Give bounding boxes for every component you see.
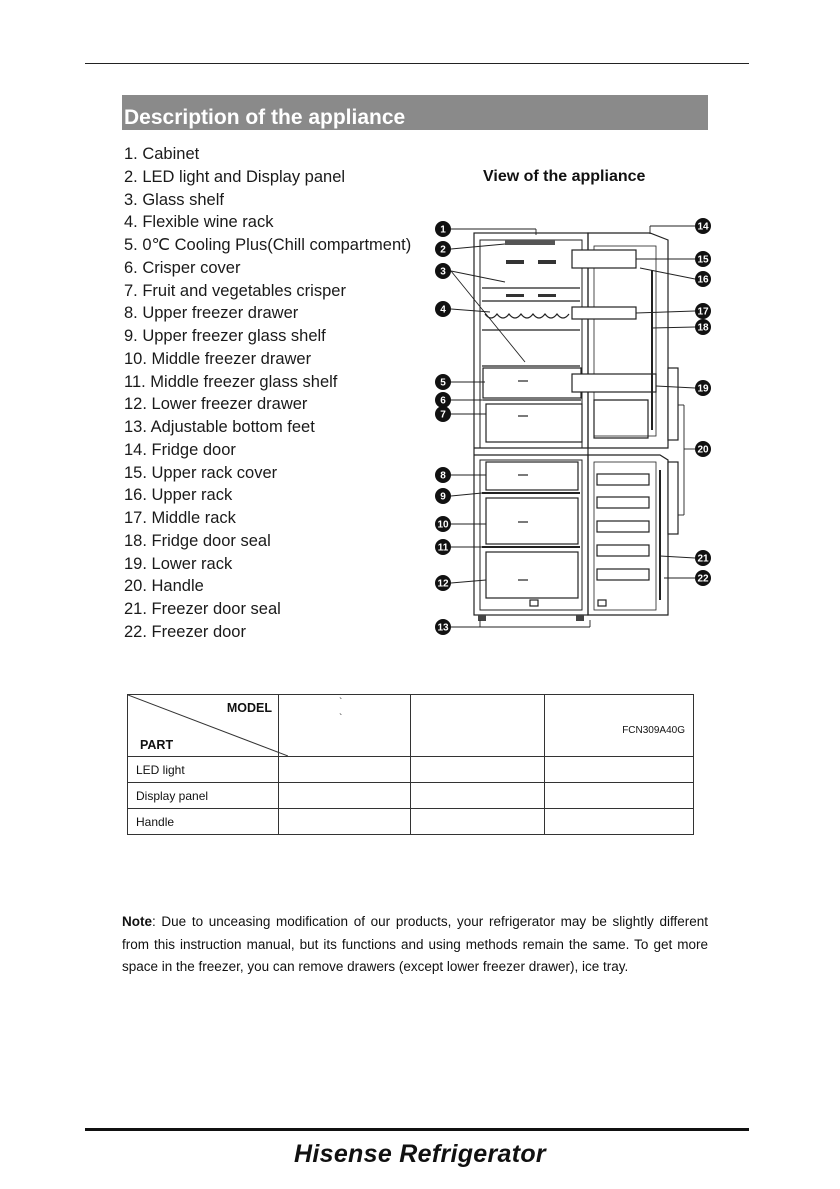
table-header-row [128, 695, 694, 757]
callout-3 [435, 263, 451, 279]
callout-14 [695, 218, 711, 234]
callout-6 [435, 392, 451, 408]
table-cell: Display panel [128, 783, 279, 809]
svg-text:1: 1 [440, 224, 446, 236]
bottom-rule [85, 1128, 749, 1131]
brand-footer: Hisense Refrigerator [294, 1140, 546, 1168]
parts-list-item: 2. LED light and Display panel [124, 167, 346, 186]
callout-8 [435, 467, 451, 483]
parts-list-item: 4. Flexible wine rack [124, 213, 274, 232]
parts-list-item: 12. Lower freezer drawer [124, 395, 308, 414]
table-cell: Handle [128, 809, 279, 835]
parts-list-item: 13. Adjustable bottom feet [124, 418, 315, 436]
table-model-cell [279, 695, 411, 757]
table-cell [545, 783, 694, 809]
svg-text:3: 3 [440, 266, 446, 278]
callout-9 [435, 488, 451, 504]
callout-2 [435, 241, 451, 257]
table-cell: LED light [128, 757, 279, 783]
note-label: Note [122, 914, 152, 929]
svg-text:10: 10 [437, 519, 449, 531]
svg-text:19: 19 [697, 383, 709, 395]
svg-text:8: 8 [440, 470, 446, 482]
svg-text:14: 14 [697, 221, 709, 233]
parts-list-item: 3. Glass shelf [124, 190, 224, 209]
table-cell [411, 757, 545, 783]
callout-18 [695, 319, 711, 335]
svg-text:20: 20 [697, 444, 709, 456]
table-cell [411, 783, 545, 809]
svg-text:18: 18 [697, 322, 709, 334]
section-title: Description of the appliance [122, 95, 708, 130]
model-value: FCN309A40G [622, 725, 685, 736]
parts-list-item: 21. Freezer door seal [124, 600, 281, 618]
parts-list-item: 14. Fridge door [124, 440, 236, 459]
diagram-title: View of the appliance [483, 168, 646, 185]
svg-text:21: 21 [697, 553, 709, 565]
svg-text:11: 11 [437, 542, 449, 554]
table-model-cell [545, 695, 694, 757]
parts-list-item: 11. Middle freezer glass shelf [124, 372, 338, 391]
fridge-drawing [474, 233, 678, 621]
parts-list-item: 9. Upper freezer glass shelf [124, 327, 326, 345]
note-text: : Due to unceasing modification of our products, your refrigerator may be slightly different from this instruction manual, but its functions and using methods remain the same. To get more space in the freezer, you can remove drawers (except lower freezer drawer), ice tray. [122, 914, 708, 974]
parts-list-item: 7. Fruit and vegetables crisper [124, 281, 346, 300]
parts-list-item: 16. Upper rack [124, 486, 233, 505]
svg-text:6: 6 [440, 395, 446, 407]
table-cell [279, 783, 411, 809]
svg-text:15: 15 [697, 254, 709, 266]
parts-list-item: 17. Middle rack [124, 509, 236, 527]
svg-text:9: 9 [440, 491, 446, 503]
parts-list-item: 20. Handle [124, 577, 204, 596]
svg-text:12: 12 [437, 578, 449, 590]
table-row [128, 757, 694, 783]
parts-list-item: 8. Upper freezer drawer [124, 304, 299, 323]
svg-text:5: 5 [440, 377, 446, 389]
callout-12 [435, 575, 451, 591]
table-row [128, 783, 694, 809]
parts-list-item: 1. Cabinet [124, 145, 200, 163]
table-corner-cell [128, 695, 279, 757]
svg-text:16: 16 [697, 274, 709, 286]
table-model-cell [411, 695, 545, 757]
callout-5 [435, 374, 451, 390]
parts-list-item: 5. 0℃ Cooling Plus(Chill compartment) [124, 236, 412, 254]
callout-21 [695, 550, 711, 566]
table-cell [545, 757, 694, 783]
svg-text:22: 22 [697, 573, 709, 585]
parts-list-item: 10. Middle freezer drawer [124, 349, 312, 368]
callout-4 [435, 301, 451, 317]
note-paragraph [122, 911, 708, 979]
parts-list-item: 22. Freezer door [124, 622, 246, 641]
svg-text:17: 17 [697, 306, 709, 318]
header-model: MODEL [226, 701, 272, 715]
callout-15 [695, 251, 711, 267]
model-mark: ` [339, 697, 343, 708]
model-mark: ` [339, 713, 343, 724]
callout-11 [435, 539, 451, 555]
callout-16 [695, 271, 711, 287]
parts-list-item: 15. Upper rack cover [124, 463, 278, 482]
table-cell [545, 809, 694, 835]
svg-text:7: 7 [440, 409, 446, 421]
parts-list-item: 18. Fridge door seal [124, 531, 271, 550]
callout-13 [435, 619, 451, 635]
feature-table [127, 694, 694, 835]
callout-20 [695, 441, 711, 457]
parts-list-item: 6. Crisper cover [124, 258, 241, 277]
svg-text:4: 4 [440, 304, 446, 316]
svg-text:13: 13 [437, 622, 449, 634]
callout-10 [435, 516, 451, 532]
callout-leaders [451, 226, 695, 627]
parts-list-item: 19. Lower rack [124, 554, 233, 573]
callout-19 [695, 380, 711, 396]
callout-17 [695, 303, 711, 319]
table-row [128, 809, 694, 835]
table-cell [411, 809, 545, 835]
svg-text:2: 2 [440, 244, 446, 256]
callout-1 [435, 221, 451, 237]
callout-7 [435, 406, 451, 422]
table-cell [279, 757, 411, 783]
callout-22 [695, 570, 711, 586]
table-cell [279, 809, 411, 835]
header-part: PART [140, 738, 174, 752]
